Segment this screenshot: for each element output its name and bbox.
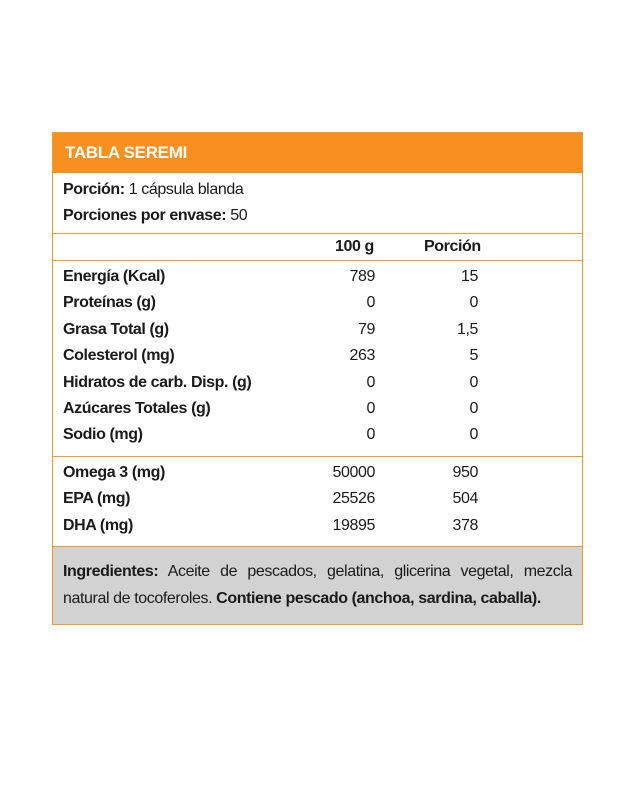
nutrient-name: Omega 3 (mg) <box>63 463 165 481</box>
nutrient-portion: 0 <box>469 399 478 417</box>
nutrient-portion: 5 <box>469 347 478 365</box>
ingredients-text: Aceite de pescados, gelatina, glicerina vegetal, mezcla natural de tocoferoles. <box>63 562 572 607</box>
nutrient-name: EPA (mg) <box>63 490 131 508</box>
allergen-warning: Contiene pescado (anchoa, sardina, caballa). <box>216 589 541 607</box>
nutrient-portion: 0 <box>469 426 478 444</box>
nutrient-name: Sodio (mg) <box>63 426 143 444</box>
nutrient-name: Colesterol (mg) <box>63 347 175 365</box>
nutrient-portion: 1,5 <box>456 320 478 338</box>
column-header-100g: 100 g <box>335 238 374 255</box>
nutrient-name: DHA (mg) <box>63 516 133 534</box>
nutrient-name: Grasa Total (g) <box>63 320 169 338</box>
nutrient-per100: 0 <box>366 373 375 391</box>
column-headers <box>53 234 582 261</box>
nutrient-name: Hidratos de carb. Disp. (g) <box>63 373 252 391</box>
nutrient-per100: 0 <box>366 426 375 444</box>
ingredients-label: Ingredientes: <box>63 562 159 580</box>
servings-line <box>63 203 572 229</box>
portion-label: Porción: <box>63 181 125 198</box>
ingredients-box <box>53 546 582 624</box>
nutrient-per100: 79 <box>358 320 375 338</box>
nutrient-portion: 378 <box>452 516 478 534</box>
table-row <box>53 371 582 397</box>
nutrient-per100: 19895 <box>332 516 375 534</box>
nutrient-per100: 0 <box>366 399 375 417</box>
nutrition-table <box>52 132 583 625</box>
table-row <box>53 265 582 291</box>
table-row <box>53 514 582 540</box>
table-row <box>53 291 582 317</box>
nutrients-section <box>53 261 582 457</box>
nutrient-portion: 504 <box>452 490 478 508</box>
nutrient-name: Proteínas (g) <box>63 294 156 312</box>
portion-info <box>53 173 582 234</box>
nutrient-name: Energía (Kcal) <box>63 268 165 285</box>
nutrient-portion: 0 <box>469 373 478 391</box>
nutrient-portion: 0 <box>469 294 478 312</box>
table-row <box>53 344 582 370</box>
portion-line <box>63 177 572 203</box>
omega-section <box>53 457 582 546</box>
nutrient-per100: 789 <box>349 268 375 285</box>
portion-value: 1 cápsula blanda <box>128 181 244 198</box>
table-row <box>53 318 582 344</box>
table-row <box>53 397 582 423</box>
nutrient-per100: 25526 <box>332 490 375 508</box>
table-row <box>53 423 582 449</box>
table-row <box>53 461 582 487</box>
nutrient-per100: 0 <box>366 294 375 312</box>
nutrient-name: Azúcares Totales (g) <box>63 399 211 417</box>
column-header-portion: Porción <box>424 238 481 255</box>
nutrient-per100: 263 <box>349 347 375 365</box>
nutrient-per100: 50000 <box>332 463 375 481</box>
servings-value: 50 <box>230 207 248 224</box>
nutrient-portion: 15 <box>461 268 478 285</box>
servings-label: Porciones por envase: <box>63 207 227 224</box>
nutrient-portion: 950 <box>452 463 478 481</box>
table-row <box>53 487 582 513</box>
table-title: TABLA SEREMI <box>53 133 582 173</box>
